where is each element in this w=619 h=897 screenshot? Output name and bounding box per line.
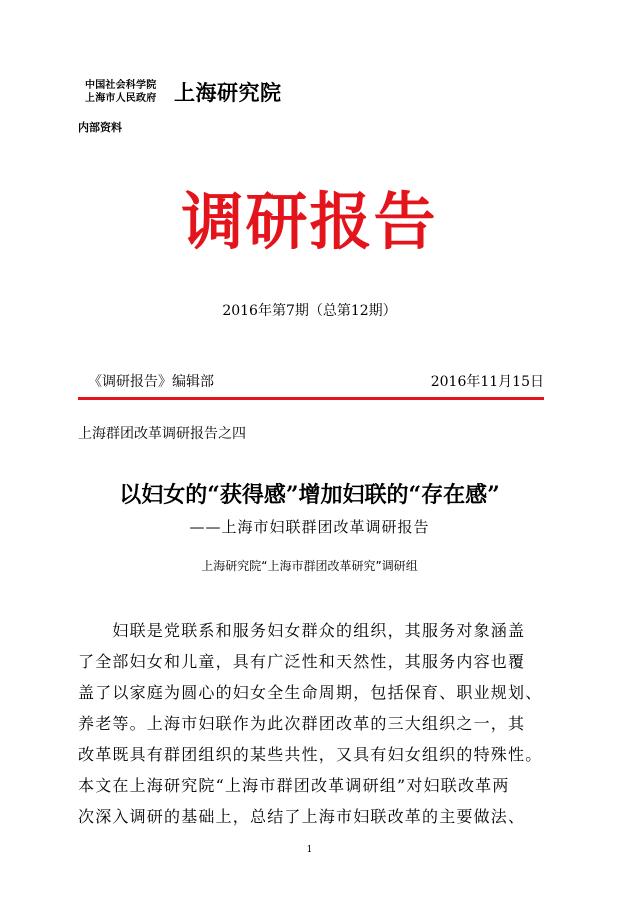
article-title: 以妇女的“获得感”增加妇联的“存在感” [119,482,500,508]
body-line: 了全部妇女和儿童，具有广泛性和天然性，其服务内容也覆 [78,652,526,671]
body-line: 养老等。上海市妇联作为此次群团改革的三大组织之一，其 [78,714,526,733]
issue-number: 2016年第7期（总第12期） [222,303,397,319]
institution-name: 上海研究院 [174,80,282,105]
report-date: 2016年11月15日 [430,374,544,390]
body-line: 改革既具有群团组织的某些共性，又具有妇女组织的特殊性。 [78,745,543,764]
red-divider [78,397,544,400]
editorial-department: 《调研报告》编辑部 [88,374,214,390]
institution-line-1: 中国社会科学院 [85,80,157,91]
article-author: 上海研究院“上海市群团改革研究”调研组 [201,559,418,573]
body-line: 盖了以家庭为圆心的妇女全生命周期，包括保育、职业规划、 [78,683,543,702]
institution-line-2: 上海市人民政府 [85,93,157,104]
internal-material-label: 内部资料 [78,121,122,134]
body-line: 妇联是党联系和服务妇女群众的组织，其服务对象涵盖 [78,621,526,640]
body-line: 本文在上海研究院“上海市群团改革调研组”对妇联改革两 [78,776,510,795]
body-line: 次深入调研的基础上，总结了上海市妇联改革的主要做法、 [78,807,526,826]
page-number: 1 [306,845,313,855]
article-subtitle: ——上海市妇联群团改革调研报告 [189,518,430,536]
series-label: 上海群团改革调研报告之四 [78,426,246,442]
report-title: 调研报告 [181,185,438,258]
